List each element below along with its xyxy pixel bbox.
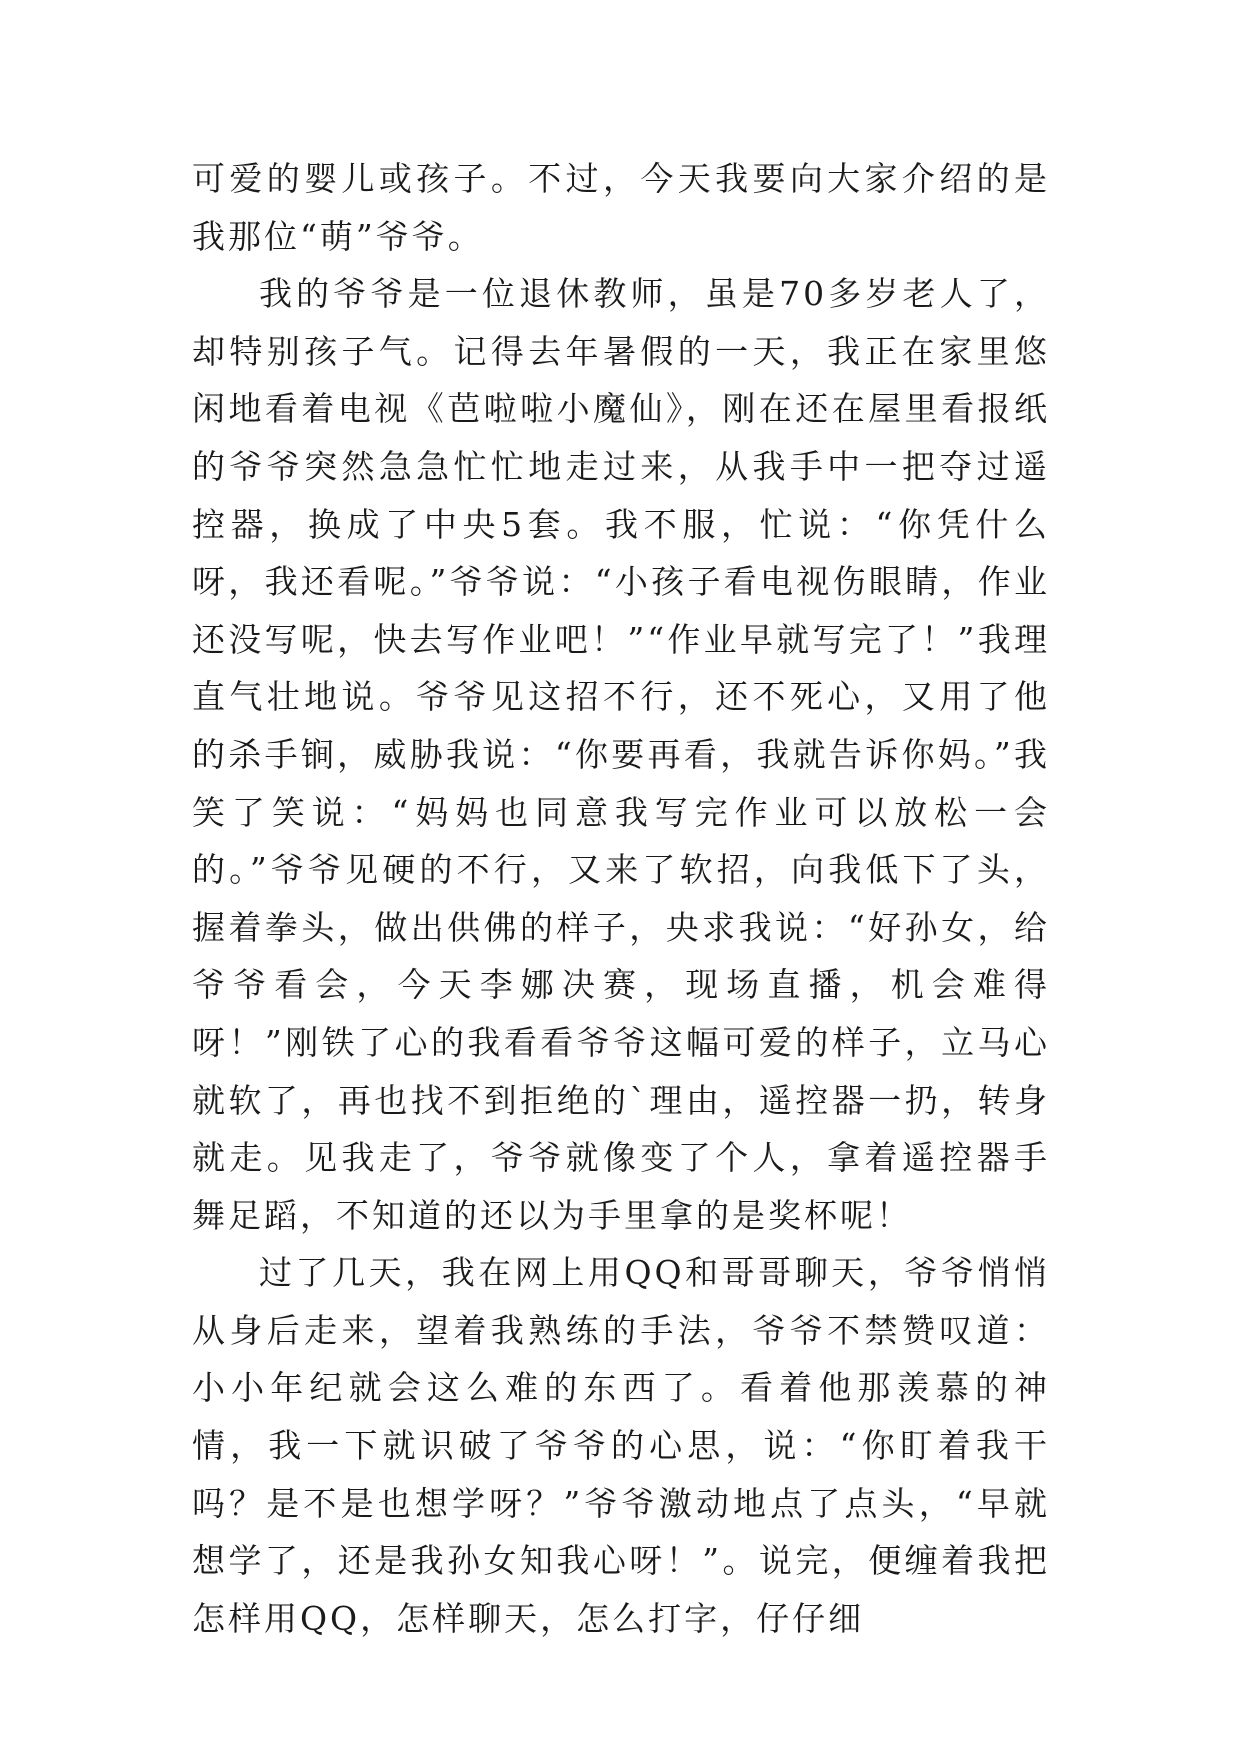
paragraph-continued: 可爱的婴儿或孩子。不过，今天我要向大家介绍的是我那位“萌”爷爷。	[192, 159, 1050, 256]
paragraph-grandpa-tv: 我的爷爷是一位退休教师，虽是70多岁老人了，却特别孩子气。记得去年暑假的一天，我正在家里悠闲地看着电视《芭啦啦小魔仙》，刚在还在屋里看报纸的爷爷突然急急忙忙地走过来，从我手中一把夺过遥控器，换成了中央5套。我不服，忙说：“你凭什么呀，我还看呢。”爷爷说：“小孩子看电视伤眼睛，作业还没写呢，快去写作业吧！”“作业早就写完了！”我理直气壮地说。爷爷见这招不行，还不死心，又用了他的杀手锏，威胁我说：“你要再看，我就告诉你妈。”我笑了笑说：“妈妈也同意我写完作业可以放松一会的。”爷爷见硬的不行，又来了软招，向我低下了头，握着拳头，做出供佛的样子，央求我说：“好孙女，给爷爷看会，今天李娜决赛，现场直播，机会难得呀！”刚铁了心的我看看爷爷这幅可爱的样子，立马心就软了，再也找不到拒绝的`理由，遥控器一扔，转身就走。见我走了，爷爷就像变了个人，拿着遥控器手舞足蹈，不知道的还以为手里拿的是奖杯呢！	[192, 274, 1050, 1235]
document-body	[192, 150, 1050, 1647]
paragraph-grandpa-qq: 过了几天，我在网上用QQ和哥哥聊天，爷爷悄悄从身后走来，望着我熟练的手法，爷爷不禁赞叹道：小小年纪就会这么难的东西了。看着他那羡慕的神情，我一下就识破了爷爷的心思，说：“你盯着我干吗？是不是也想学呀？”爷爷激动地点了点头，“早就想学了，还是我孙女知我心呀！”。说完，便缠着我把怎样用QQ，怎样聊天，怎么打字，仔仔细	[192, 1253, 1050, 1638]
